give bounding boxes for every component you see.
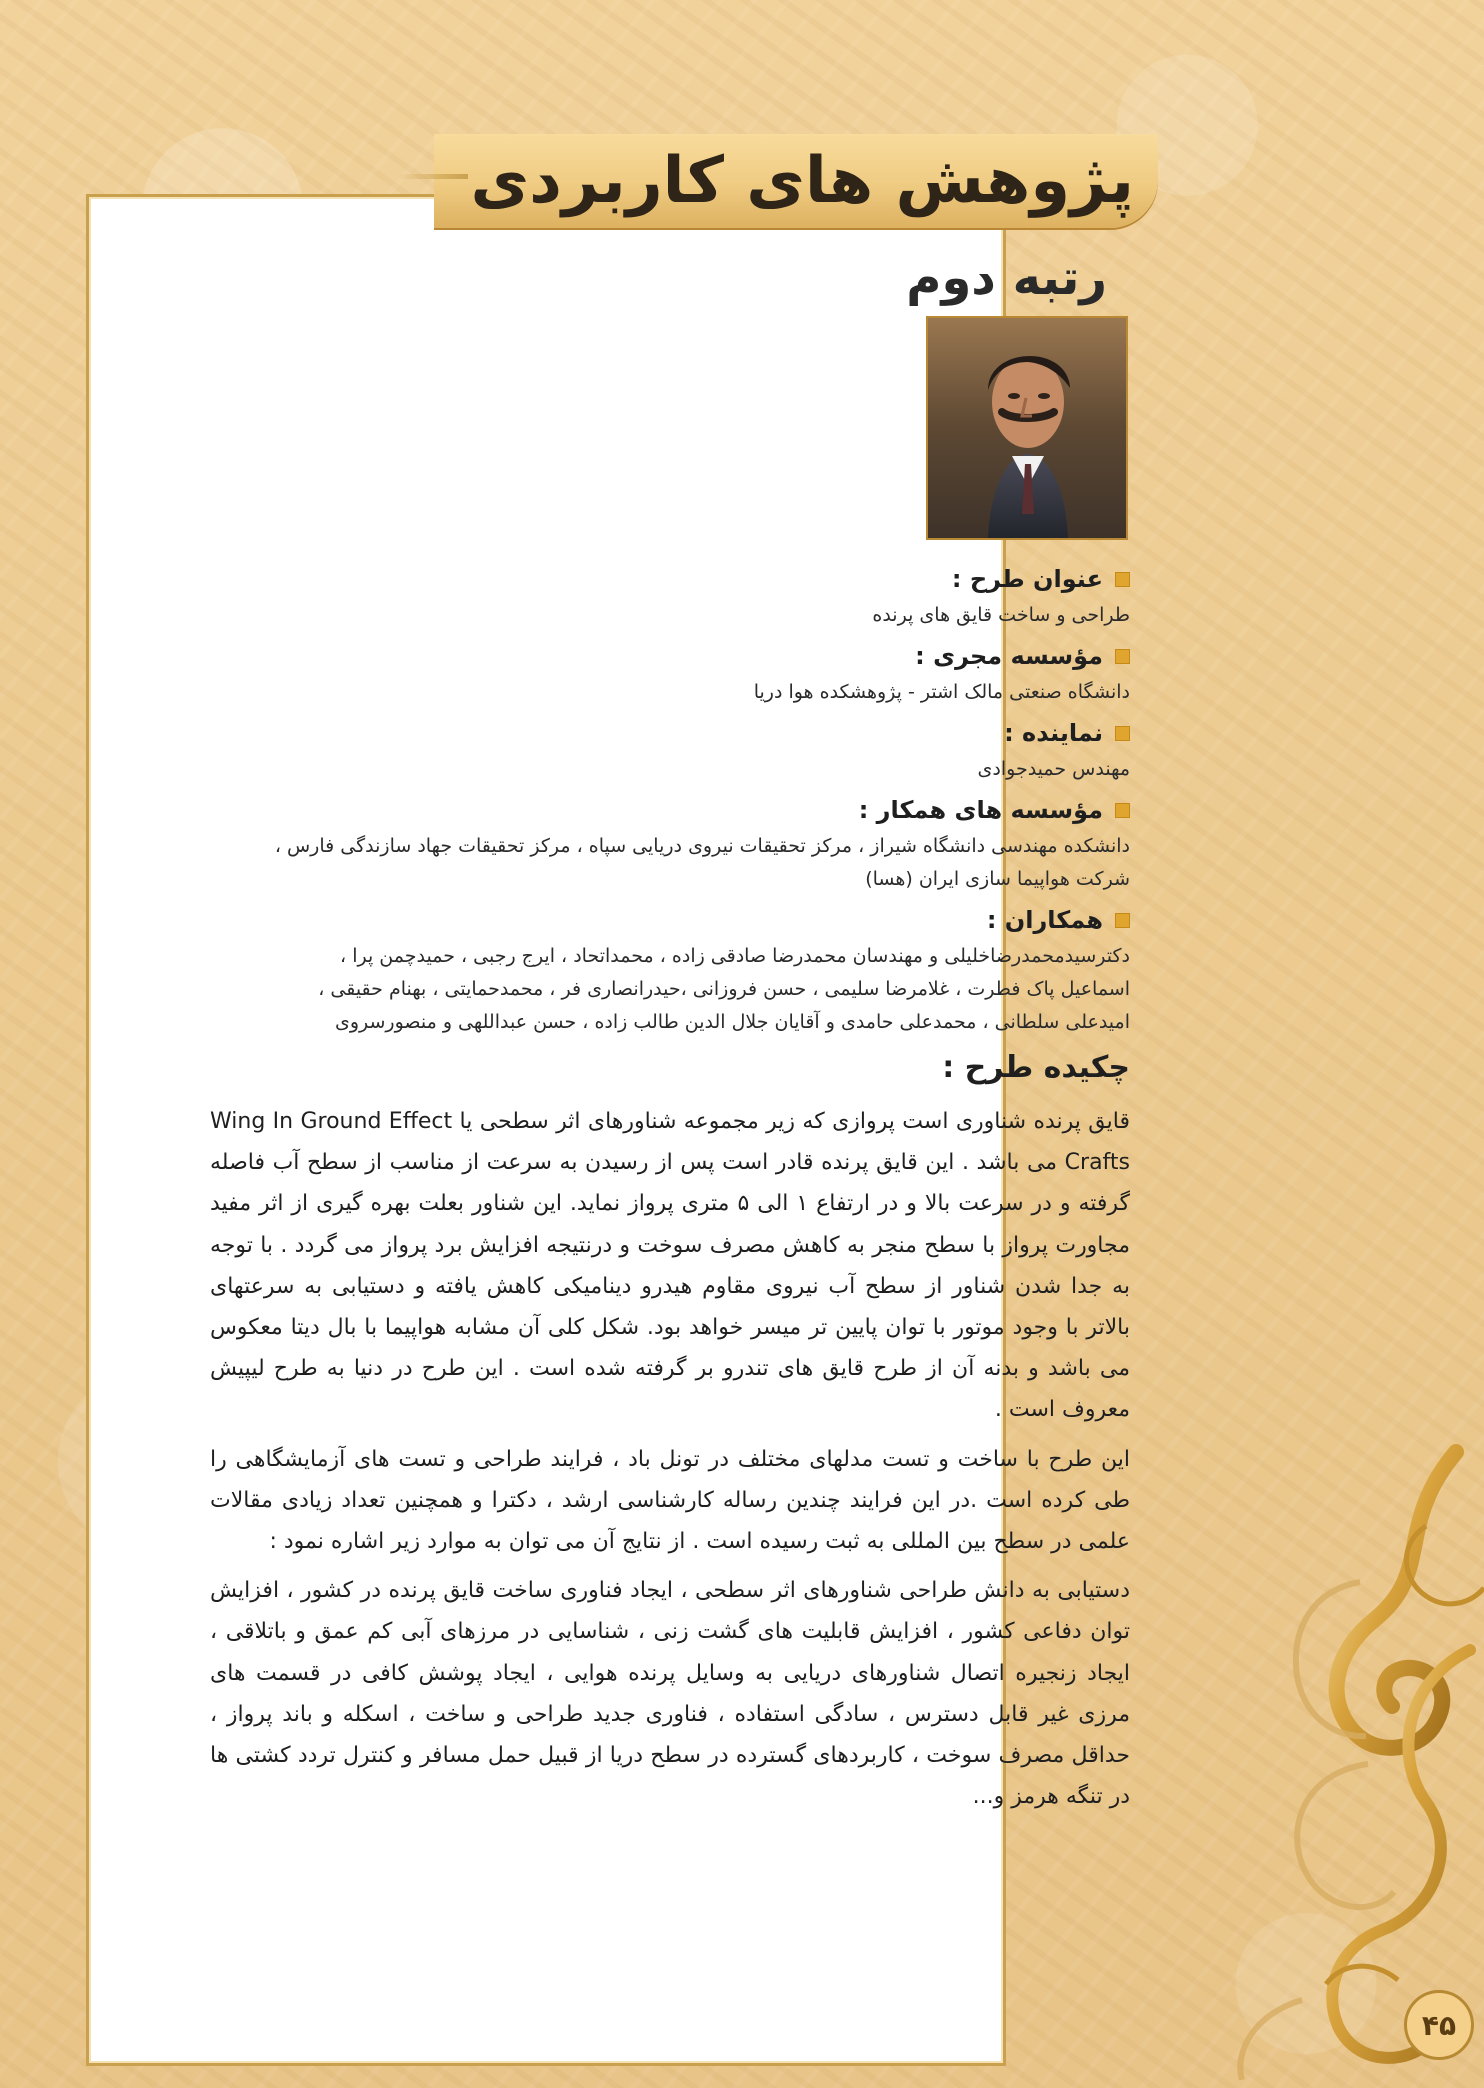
colleagues-section — [210, 906, 1130, 1039]
summary-paragraph-1: قایق پرنده شناوری است پروازی که زیر مجموعه شناورهای اثر سطحی یا Wing In Ground Effect Crafts می باشد . این قایق پرنده قادر است پس از رسیدن به سرعت از مناسب از سطح آب فاصله گرفته و در سرعت بالا و در ارتفاع ۱ الی ۵ متری پرواز نماید. این شناور بعلت بهره گیری از اثر مفید مجاورت پرواز با سطح منجر به کاهش مصرف سوخت و درنتیجه افزایش برد پرواز می گردد . با توجه به جدا شدن شناور از سطح آب نیروی مقاوم هیدرو دینامیکی کاهش یافته و دستیابی به سرعتهای بالاتر با وجود موتور با توان پایین تر میسر خواهد بود. شکل کلی آن مشابه هواپیما با بال دیتا معکوس می باشد و بدنه آن از طرح قایق های تندرو بر گرفته شده است . این طرح در دنیا به طرح لیپیش معروف است . — [210, 1109, 1131, 1423]
square-bullet-icon — [1115, 803, 1130, 818]
executor-label: مؤسسه مجری : — [915, 642, 1103, 670]
summary-block — [210, 1050, 1130, 1825]
summary-paragraph-2: این طرح با ساخت و تست مدلهای مختلف در تونل باد ، فرایند طراحی و تست های آزمایشگاهی را طی کرده است .در این فرایند چندین رساله کارشناسی ارشد ، دکترا و همچنین تعداد زیادی مقالات علمی در سطح بین المللی به ثبت رسیده است . از نتایج آن می توان به موارد زیر اشاره نمود : — [210, 1446, 1130, 1555]
summary-paragraph-3: دستیابی به دانش طراحی شناورهای اثر سطحی ، ایجاد فناوری ساخت قایق پرنده در کشور ، افزایش توان دفاعی کشور ، افزایش قابلیت های گشت زنی ، شناسایی در مرزهای آبی کم عمق و باتلاقی ، ایجاد زنجیره اتصال شناورهای دریایی به وسایل پرنده هوایی ، ایجاد پوشش کافی در قسمت های مرزی غیر قابل دسترس ، سادگی استفاده ، فناوری جدید طراحی و ساخت ، اسکله و باند پرواز ، حداقل مصرف سوخت ، کاربردهای گسترده در سطح دریا از قبیل حمل مسافر و کنترل تردد کشتی ها در تنگه هرمز و... — [210, 1578, 1130, 1810]
summary-heading: چکیده طرح : — [942, 1050, 1130, 1085]
page-title: پژوهش های کاربردی — [470, 144, 1134, 218]
square-bullet-icon — [1115, 572, 1130, 587]
page-number: ۴۵ — [1404, 1990, 1474, 2060]
project-info — [210, 565, 1130, 1049]
square-bullet-icon — [1115, 726, 1130, 741]
square-bullet-icon — [1115, 913, 1130, 928]
partners-section — [210, 796, 1130, 896]
project-title-value: طراحی و ساخت قایق های پرنده — [872, 604, 1130, 626]
executor-section — [210, 642, 1130, 709]
partners-label: مؤسسه های همکار : — [858, 796, 1103, 824]
portrait-image — [926, 316, 1128, 540]
portrait-illustration — [928, 318, 1126, 538]
rank-heading: رتبه دوم — [906, 250, 1107, 306]
colleagues-label: همکاران : — [986, 906, 1103, 934]
project-title-section — [210, 565, 1130, 632]
representative-section — [210, 719, 1130, 786]
title-banner — [434, 134, 1158, 228]
executor-value: دانشگاه صنعتی مالک اشتر - پژوهشکده هوا دریا — [753, 681, 1130, 703]
representative-label: نماینده : — [1004, 719, 1103, 747]
project-title-label: عنوان طرح : — [951, 565, 1103, 593]
partners-value: دانشکده مهندسی دانشگاه شیراز ، مرکز تحقیقات نیروی دریایی سپاه ، مرکز تحقیقات جهاد سازندگی فارس ، شرکت هواپیما سازی ایران (هسا) — [274, 835, 1130, 890]
decorative-ornament — [1184, 1440, 1484, 2080]
colleagues-value: دکترسیدمحمدرضاخلیلی و مهندسان محمدرضا صادقی زاده ، محمداتحاد ، ایرج رجبی ، حمیدچمن پرا ، اسماعیل پاک فطرت ، غلامرضا سلیمی ، حسن فروزانی ،حیدرانصاری فر ، محمدحمایتی ، بهنام حقیقی ، امیدعلی سلطانی ، محمدعلی حامدی و آقایان جلال الدین طالب زاده ، حسن عبداللهی و منصورسروی — [318, 945, 1130, 1033]
square-bullet-icon — [1115, 649, 1130, 664]
summary-body — [210, 1101, 1130, 1817]
representative-value: مهندس حمیدجوادی — [977, 758, 1130, 780]
